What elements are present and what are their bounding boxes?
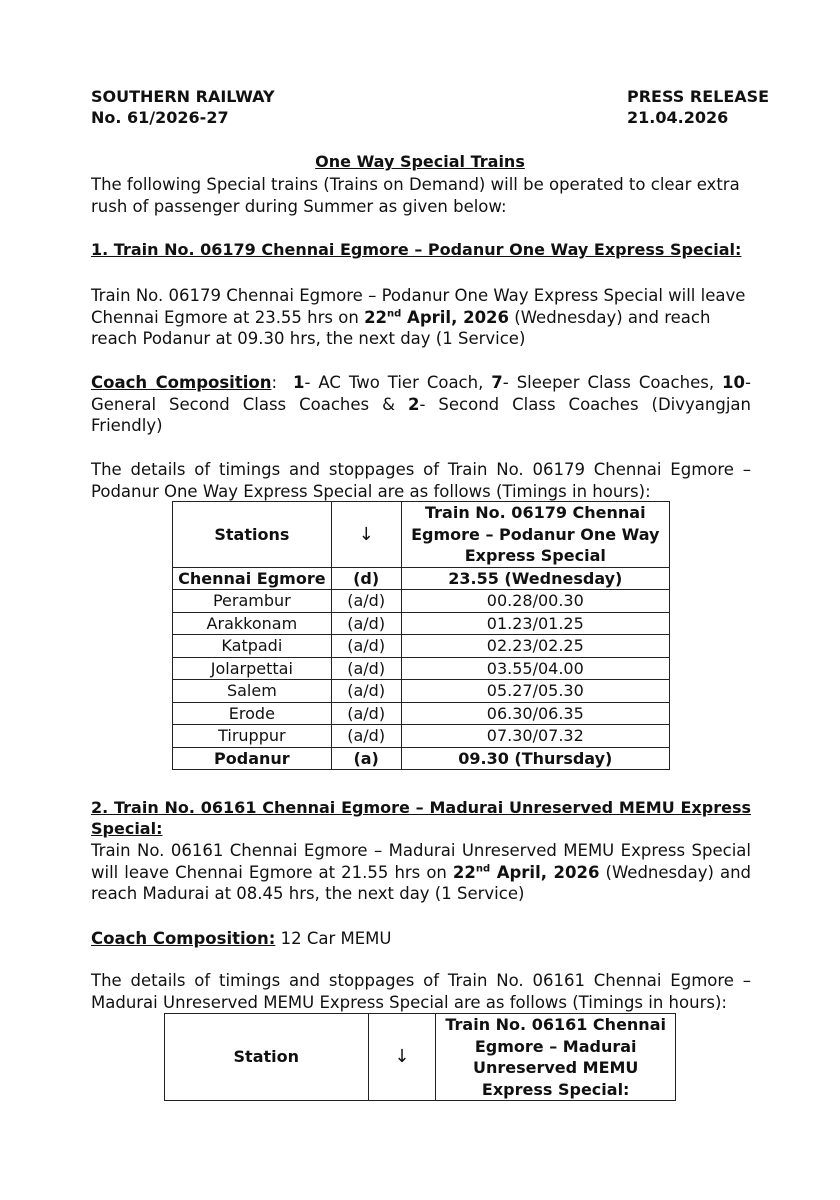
train1-heading: 1. Train No. 06179 Chennai Egmore – Podanur One Way Express Special: [91,240,742,259]
release-number: No. 61/2026-27 [91,108,229,127]
arrow-icon: ↓ [331,502,401,568]
release-type: PRESS RELEASE [627,87,770,106]
train1-details-text: The details of timings and stoppages of Train No. 06179 Chennai Egmore – Podanur One Way Express Special are as follows (Timings in hours): [91,460,751,501]
col-train: Train No. 06179 Chennai Egmore – Podanur One Way Express Special [401,502,669,568]
page-title: One Way Special Trains [315,152,525,171]
org-name: SOUTHERN RAILWAY [91,87,275,106]
train2-heading: 2. Train No. 06161 Chennai Egmore – Madurai Unreserved MEMU Express Special: [91,798,751,838]
col-stations: Stations [173,502,332,568]
table-row: Katpadi (a/d) 02.23/02.25 [173,635,670,658]
train2-details-text: The details of timings and stoppages of Train No. 06161 Chennai Egmore – Madurai Unreserved MEMU Express Special are as follows (Timings in hours): [91,971,751,1012]
header-left [91,86,275,128]
table-row: Jolarpettai (a/d) 03.55/04.00 [173,657,670,680]
table-row: Tiruppur (a/d) 07.30/07.32 [173,725,670,748]
train2-coach-composition: Coach Composition: 12 Car MEMU [91,929,392,948]
release-date: 21.04.2026 [627,108,729,127]
table-row: Erode (a/d) 06.30/06.35 [173,702,670,725]
table-row: Arakkonam (a/d) 01.23/01.25 [173,612,670,635]
col-train: Train No. 06161 Chennai Egmore – Madurai Unreserved MEMU Express Special: [436,1014,676,1101]
train2-timetable [164,1013,676,1101]
arrow-icon: ↓ [368,1014,436,1101]
train1-description: Train No. 06179 Chennai Egmore – Podanur One Way Express Special will leave Chennai Egmore at 23.55 hrs on 22nd April, 2026 (Wednesday) and reach reach Podanur at 09.30 hrs, the next day (1 Service) [91,286,746,348]
train2-description: Train No. 06161 Chennai Egmore – Madurai Unreserved MEMU Express Special will leave Chennai Egmore at 21.55 hrs on 22nd April, 2026 (Wednesday) and reach Madurai at 08.45 hrs, the next day (1 Service) [91,841,752,903]
table-header-row [173,502,670,568]
table-row: Chennai Egmore (d) 23.55 (Wednesday) [173,567,670,590]
table-row: Perambur (a/d) 00.28/00.30 [173,590,670,613]
header-right [627,86,769,128]
train1-coach-composition: Coach Composition: 1- AC Two Tier Coach, 7- Sleeper Class Coaches, 10- General Second Class Coaches & 2- Second Class Coaches (Divyangjan Friendly) [91,373,751,435]
intro-paragraph: The following Special trains (Trains on Demand) will be operated to clear extra rush of passenger during Summer as given below: [91,175,740,216]
table-header-row [165,1014,676,1101]
train1-timetable [172,501,670,770]
col-station: Station [165,1014,369,1101]
table-row: Podanur (a) 09.30 (Thursday) [173,747,670,770]
table-row: Salem (a/d) 05.27/05.30 [173,680,670,703]
